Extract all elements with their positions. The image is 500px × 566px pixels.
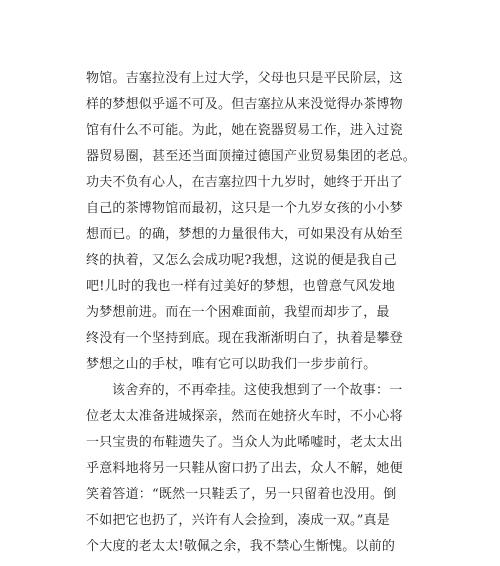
text-line: 想而已。的确，梦想的力量很伟大，可如果没有从始至 (86, 227, 403, 242)
text-line: 乎意料地将另一只鞋从窗口扔了出去，众人不解，她便 (86, 461, 403, 476)
text-line: 一只宝贵的布鞋遗失了。当众人为此唏嘘时，老太太出 (86, 435, 403, 450)
text-line: 梦想之山的手杖，唯有它可以助我们一步步前行。 (86, 357, 377, 372)
text-line: 样的梦想似乎遥不可及。但吉塞拉从来没觉得办茶博物 (86, 97, 403, 112)
text-line: 功夫不负有心人，在吉塞拉四十九岁时，她终于开出了 (86, 175, 403, 190)
text-line: 个大度的老太太!敬佩之余，我不禁心生惭愧。以前的 (86, 539, 396, 554)
text-line: 器贸易圈，甚至还当面顶撞过德国产业贸易集团的老总。 (86, 149, 417, 164)
text-line: 笑着答道：“既然一只鞋丢了，另一只留着也没用。倒 (86, 487, 397, 502)
text-line: 终没有一个坚持到底。现在我渐渐明白了，执着是攀登 (86, 331, 403, 346)
text-line: 自己的茶博物馆而最初，这只是一个九岁女孩的小小梦 (86, 201, 403, 216)
essay-text-block (86, 66, 426, 560)
text-line: 物馆。吉塞拉没有上过大学，父母也只是平民阶层，这 (86, 71, 403, 86)
text-line: 馆有什么不可能。为此，她在瓷器贸易工作，进入过瓷 (86, 123, 403, 138)
paragraph-start-line: 该舍弃的，不再牵挂。这使我想到了一个故事：一 (112, 383, 403, 398)
text-line: 不如把它也扔了，兴许有人会捡到，凑成一双。”真是 (86, 513, 390, 528)
text-line: 为梦想前进。而在一个困难面前，我望而却步了，最 (86, 305, 390, 320)
text-line: 吧!儿时的我也一样有过美好的梦想，也曾意气风发地 (86, 279, 396, 294)
text-line: 位老太太准备进城探亲，然而在她挤火车时，不小心将 (86, 409, 403, 424)
text-line: 终的执着，又怎么会成功呢?我想，这说的便是我自己 (86, 253, 397, 268)
